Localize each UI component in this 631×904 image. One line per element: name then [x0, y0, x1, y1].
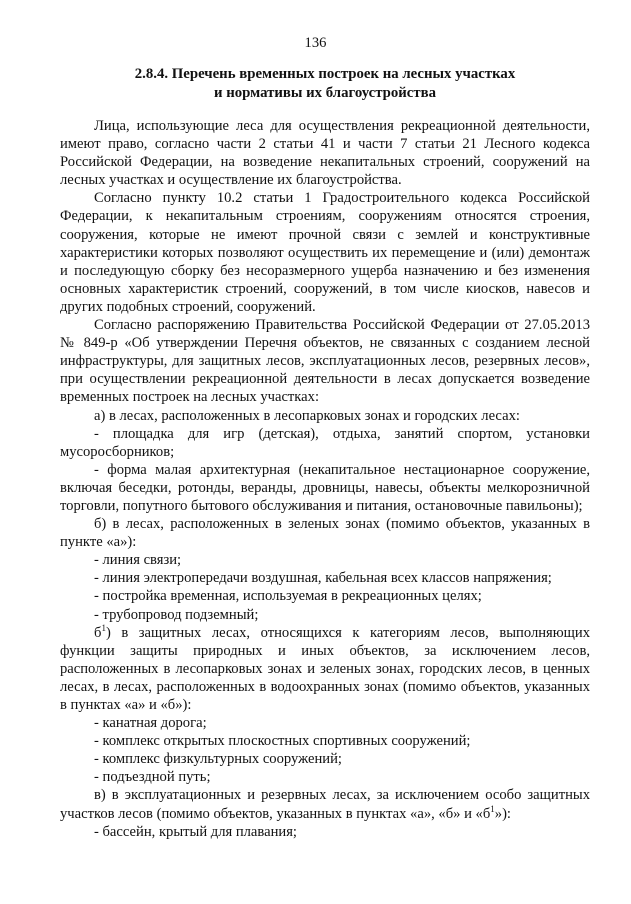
list-item: - бассейн, крытый для плавания; [94, 823, 297, 840]
list-heading-b1-text: ) в защитных лесах, относящихся к категориям лесов, выполняющих функции защиты природных и иных объектов, за исключением лесов, расположенных в лесопарковых зонах и зеленых зонах, городских лесов, в ценных лесах, в лесах, расположенных в водоохранных зонах (помимо объектов, указанных в пунктах «а» и «б»): [60, 624, 590, 713]
list-heading-v [60, 786, 590, 822]
list-item: - комплекс физкультурных сооружений; [94, 751, 342, 768]
list-item: - постройка временная, используемая в рекреационных целях; [94, 588, 482, 605]
section-title [60, 65, 590, 102]
page-number: 136 [304, 35, 327, 51]
list-item: - канатная дорога; [94, 715, 207, 732]
list-item: - трубопровод подземный; [94, 606, 259, 623]
paragraph-definition: Согласно пункту 10.2 статьи 1 Градостроительного кодекса Российской Федерации, к некапитальным строениям, сооружениям относятся строения, сооружения, которые не имеют прочной связи с землей и конструктивные характеристики которых позволяют осуществить их перемещение и (или) демонтаж и последующую сборку без несоразмерного ущерба назначению и без изменения основных характеристик строений, сооружений, в том числе киосков, навесов и других подобных строений, сооружений. [60, 190, 590, 315]
list-item: - площадка для игр (детская), отдыха, занятий спортом, установки мусоросборников; [60, 425, 590, 460]
list-heading-a: а) в лесах, расположенных в лесопарковых зонах и городских лесах: [94, 407, 520, 424]
paragraph-decree: Согласно распоряжению Правительства Российской Федерации от 27.05.2013 № 849-р «Об утверждении Перечня объектов, не связанных с созданием лесной инфраструктуры, для защитных лесов, эксплуатационных лесов, резервных лесов», при осуществлении рекреационной деятельности в лесах допускается возведение временных построек на лесных участках: [60, 317, 590, 406]
list-heading-b1-superscript: 1 [101, 622, 106, 633]
list-heading-b1 [60, 624, 590, 714]
list-item: - подъездной путь; [94, 769, 211, 786]
list-item: - линия связи; [94, 552, 182, 569]
list-heading-v-text: в) в эксплуатационных и резервных лесах, за исключением особо защитных участков лесов (помимо объектов, указанных в пунктах «а», «б» и «б [60, 787, 590, 822]
section-title-line-2: и нормативы их благоустройства [213, 84, 437, 101]
list-item: - форма малая архитектурная (некапитальное нестационарное сооружение, включая беседки, ротонды, веранды, дровницы, навесы, объекты мелкорозничной торговли, попутного бытового обслуживания и питания, остановочные павильоны); [60, 461, 590, 514]
list-heading-v-text-end: »): [494, 805, 511, 822]
list-heading-b1-marker: б [94, 624, 102, 641]
paragraph-rights: Лица, использующие леса для осуществления рекреационной деятельности, имеют право, согласно части 2 статьи 41 и части 7 статьи 21 Лесного кодекса Российской Федерации, на возведение некапитальных строений, сооружений на лесных участках и осуществление их благоустройства. [60, 118, 590, 189]
document-body [60, 117, 590, 841]
list-item: - комплекс открытых плоскостных спортивных сооружений; [94, 733, 471, 750]
list-heading-v-superscript: 1 [490, 803, 495, 814]
list-heading-b: б) в лесах, расположенных в зеленых зонах (помимо объектов, указанных в пункте «а»): [60, 516, 590, 551]
section-title-line-1: 2.8.4. Перечень временных построек на лесных участках [134, 66, 516, 82]
list-item: - линия электропередачи воздушная, кабельная всех классов напряжения; [94, 570, 552, 587]
